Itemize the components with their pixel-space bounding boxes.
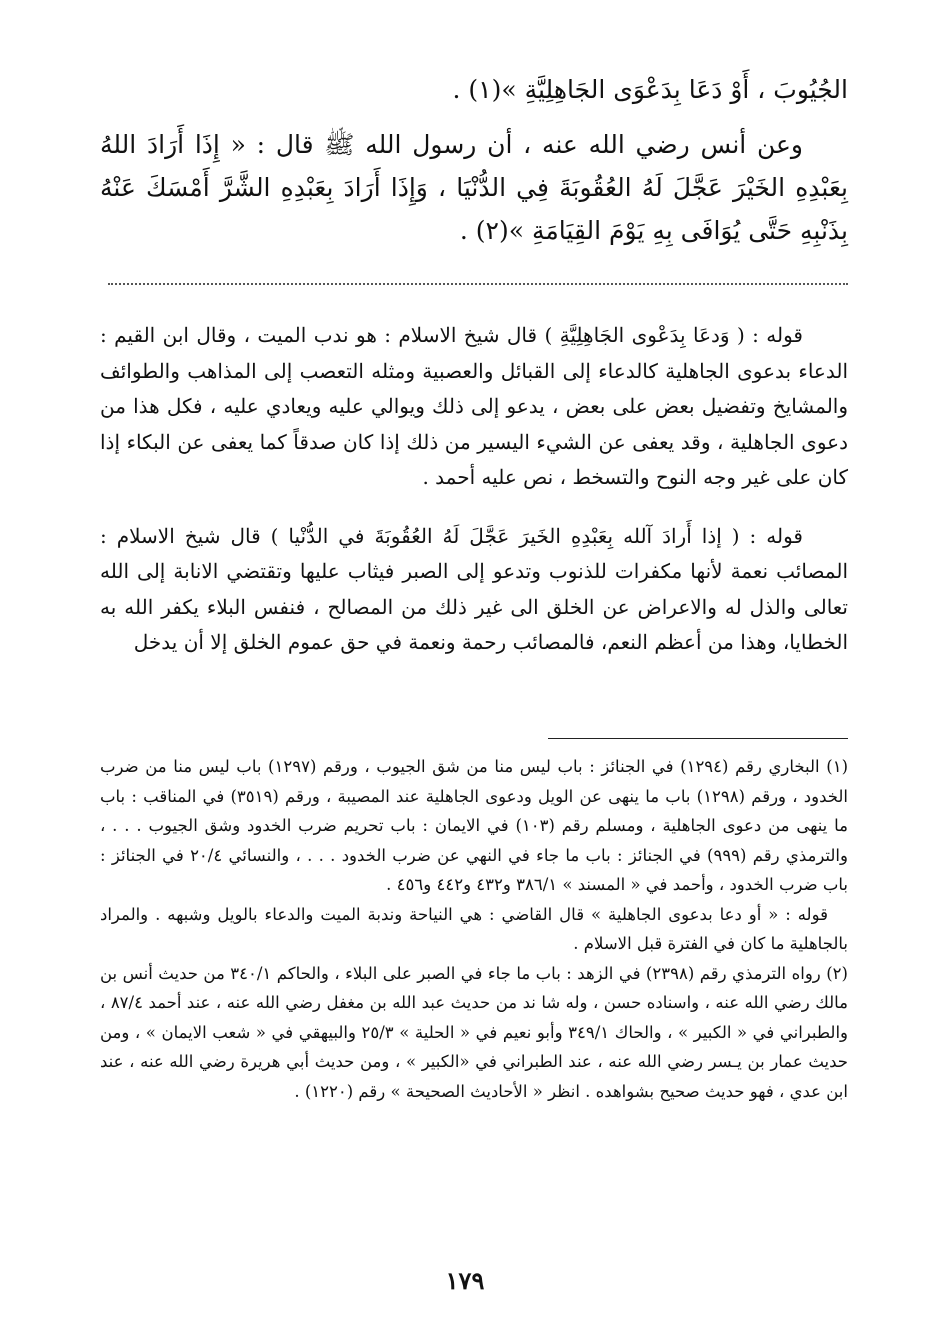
footnote-1-note: قوله : « أو دعا بدعوى الجاهلية » قال القاضي : هي النياحة وندبة الميت والدعاء بالويل وشبهه . والمراد بالجاهلية ما كان في الفترة قبل الاسلام . [100,904,848,953]
footnote-2: (٢) رواه الترمذي رقم (٢٣٩٨) في الزهد : باب ما جاء في الصبر على البلاء ، والحاكم ٣٤٠/١ من حديث أنس بن مالك رضي الله عنه ، واسناده حسن ، وله شا ند من حديث عبد الله بن مغفل رضي الله عنه ، عند أحمد ٨٧/٤ ، والطبراني في « الكبير » ، والحاك ٣٤٩/١ وأبو نعيم في « الحلية » ٢٥/٣ والبيهقي في « شعب الايمان » ، ومن حديث عمار بن يـسر رضي الله عنه ، عند الطبراني في «الكبير » ، ومن حديث أبي هريرة رضي الله عنه ، عند ابن عدي ، فهو حديث صحيح بشواهده . انظر « الأحاديث الصحيحة » رقم (١٢٢٠) . [100,963,848,1101]
footnotes-section [100,752,848,1106]
footnote-rule [548,738,848,739]
dotted-separator [108,283,848,285]
hadith-continuation-line: الجُيُوبَ ، أَوْ دَعَا بِدَعْوَى الجَاهِلِيَّةِ »(١) . [452,75,848,104]
commentary-paragraph-2: قوله : ( إذا أَرادَ آلله بِعَبْدِهِ الخَيرَ عَجَّلَ لَهُ العُقُوبَةَ في الدُّنْيا ) قال شيخ الاسلام : المصائب نعمة لأنها مكفرات للذنوب وتدعو إلى الصبر فيثاب عليها وتقتضي الانابة إلى الله تعالى والذل له والاعراض عن الخلق الى غير ذلك من المصالح ، فنفس البلاء يكفر الله به الخطايا، وهذا من أعظم النعم، فالمصائب رحمة ونعمة في حق عموم الخلق إلا أن يدخل [100,523,848,654]
commentary-paragraph-1: قوله : ( وَدعَا بِدَعْوى الجَاهِلِيَّةِ ) قال شيخ الاسلام : هو ندب الميت ، وقال ابن القيم : الدعاء بدعوى الجاهلية كالدعاء إلى القبائل والعصبية ومثله التعصب إلى المذاهب والطوائف والمشايخ وتفضيل بعض على بعض ، يدعو إلى ذلك ويوالي عليه ويعادي عليه ، فكل هذا من دعوى الجاهلية ، وقد يعفى عن الشيء اليسير من ذلك إذا كان صدقاً كما يعفى عن البكاء إذا كان على غير وجه النوح والتسخط ، نص عليه أحمد . [100,323,848,489]
hadith-section [100,68,848,252]
commentary-section [100,318,848,661]
page-number: ١٧٩ [445,1266,485,1295]
footnote-1: (١) البخاري رقم (١٢٩٤) في الجنائز : باب ليس منا من شق الجيوب ، ورقم (١٢٩٧) باب ليس منا من ضرب الخدود ، ورقم (١٢٩٨) باب ما ينهى عن الويل ودعوى الجاهلية عند المصيبة ، ورقم (٣٥١٩) في المناقب : باب ما ينهى من دعوى الجاهلية ، ومسلم رقم (١٠٣) في الايمان : باب تحريم ضرب الخدود وشق الجيوب . . . ، والترمذي رقم (٩٩٩) في الجنائز : باب ما جاء في النهي عن ضرب الخدود . . . ، والنسائي ٢٠/٤ في الجنائز : باب ضرب الخدود ، وأحمد في « المسند » ٣٨٦/١ و٤٣٢ و٤٤٢ و٤٥٦ . [100,757,849,894]
hadith-anas-paragraph: وعن أنس رضي الله عنه ، أن رسول الله ﷺ قال : « إِذَا أَرَادَ اللهُ بِعَبْدِهِ الخَيْرَ عَجَّلَ لَهُ العُقُوبَةَ فِي الدُّنْيَا ، وَإِذَا أَرَادَ بِعَبْدِهِ الشَّرَّ أَمْسَكَ عَنْهُ بِذَنْبِهِ حَتَّى يُوَافَى بِهِ يَوْمَ القِيَامَةِ »(٢) . [100,130,848,245]
